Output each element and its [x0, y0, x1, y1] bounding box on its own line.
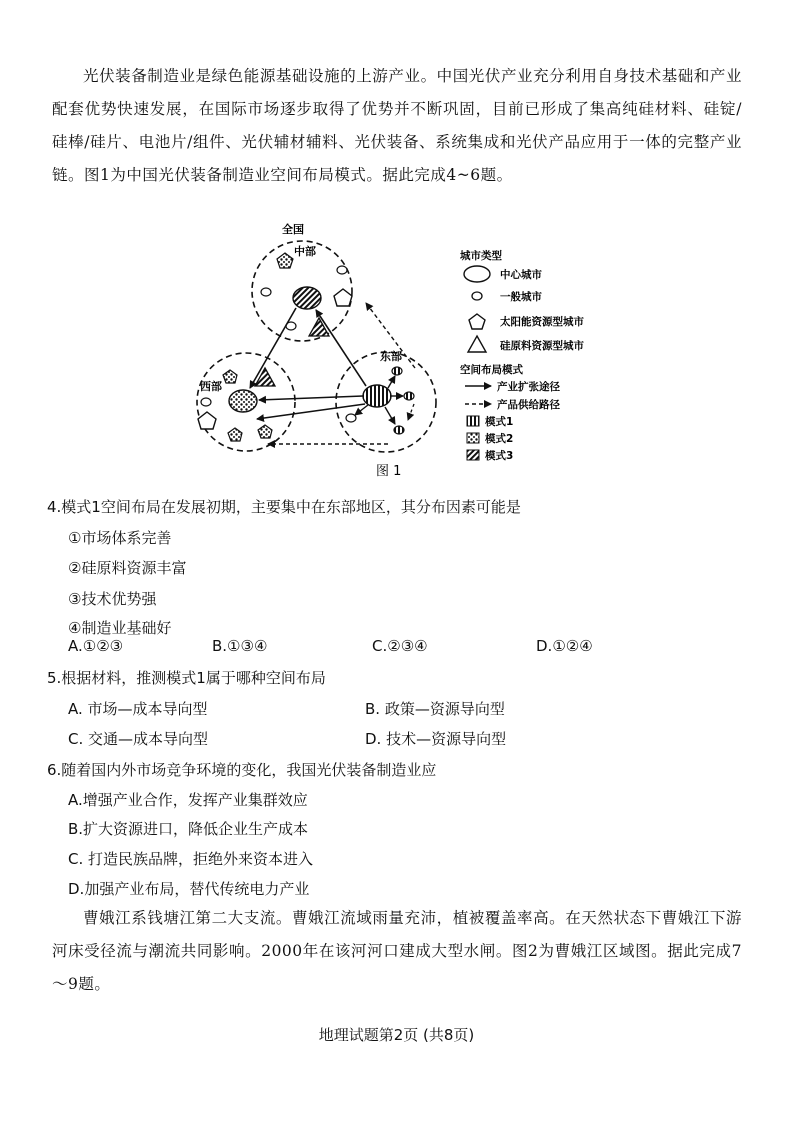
central-general-city-2 [337, 266, 347, 274]
q6-option-c: C. 打造民族品牌，拒绝外来资本进入 [68, 850, 314, 868]
legend-mode3-swatch [467, 450, 479, 460]
caoe-river-passage: 曹娥江系钱塘江第二大支流。曹娥江流域雨量充沛，植被覆盖率高。在天然状态下曹娥江下游河床受径流与潮流共同影响。2000年在该河河口建成大型水闸。图2为曹娥江区域图。据此完成7～9题。 [52, 909, 742, 993]
legend-center-city-symbol [464, 266, 490, 282]
path-center-to-east-3 [355, 405, 368, 415]
q4-option-d: D.①②④ [536, 637, 593, 655]
q4-item-4: ④制造业基础好 [68, 619, 172, 637]
q4-item-3: ③技术优势强 [68, 590, 157, 608]
legend-silicon-city-symbol [468, 336, 486, 352]
legend-supply-path: 产品供给路径 [497, 399, 560, 411]
q5-option-c: C. 交通—成本导向型 [68, 730, 209, 748]
q4-option-c: C.②③④ [372, 637, 428, 655]
supply-east-internal [408, 404, 414, 420]
eastern-general-city-3 [346, 414, 356, 422]
legend-mode3: 模式3 [485, 450, 514, 462]
central-solar-city [277, 253, 293, 268]
legend-general-city: 一般城市 [500, 291, 542, 303]
legend-mode1-swatch [467, 416, 479, 426]
legend-silicon-city: 硅原料资源型城市 [500, 340, 584, 352]
intro-passage: 光伏装备制造业是绿色能源基础设施的上游产业。中国光伏产业充分利用自身技术基础和产业配套优势快速发展，在国际市场逐步取得了优势并不断巩固，目前已形成了集高纯硅材料、硅锭/硅棒/硅片、电池片/组件、光伏辅材辅料、光伏装备、系统集成和光伏产品应用于一体的完整产业链。图1为中国光伏装备制造业空间布局模式。据此完成4~6题。 [52, 67, 742, 184]
figure-1-diagram [190, 218, 610, 480]
eastern-center-city [363, 385, 391, 407]
legend-mode2-swatch [467, 433, 479, 443]
legend-general-city-symbol [472, 292, 482, 300]
path-east-to-west [259, 396, 363, 400]
western-solar-city-1 [223, 370, 237, 383]
label-national: 全国 [282, 223, 304, 236]
figure-caption: 图 1 [376, 464, 402, 479]
q4-item-2: ②硅原料资源丰富 [68, 559, 187, 577]
q4-stem: 4.模式1空间布局在发展初期，主要集中在东部地区，其分布因素可能是 [47, 498, 521, 516]
q6-option-d: D.加强产业布局，替代传统电力产业 [68, 880, 310, 898]
figure-legend [460, 249, 584, 462]
legend-mode1: 模式1 [485, 416, 514, 428]
central-solar-city-2 [334, 289, 352, 306]
legend-center-city: 中心城市 [500, 269, 542, 281]
legend-solar-city-symbol [469, 314, 485, 329]
legend-industry-path: 产业扩张途径 [497, 381, 560, 393]
label-central: 中部 [294, 245, 316, 258]
eastern-general-city-4 [394, 426, 404, 434]
label-eastern: 东部 [380, 350, 402, 363]
q4-option-b: B.①③④ [212, 637, 268, 655]
path-center-to-east-4 [385, 407, 395, 424]
legend-mode-title: 空间布局模式 [460, 364, 523, 376]
central-general-city-1 [261, 288, 271, 296]
western-solar-city-3 [228, 428, 242, 441]
legend-mode2: 模式2 [485, 433, 514, 445]
western-solar-city-4 [258, 425, 272, 438]
central-center-city [293, 287, 321, 309]
path-center-to-east-1 [388, 376, 395, 388]
page-footer: 地理试题第2页 (共8页) [318, 1026, 475, 1044]
path-central-to-west [250, 308, 296, 388]
q5-option-a: A. 市场—成本导向型 [68, 700, 208, 718]
q6-option-a: A.增强产业合作，发挥产业集群效应 [68, 791, 308, 809]
label-western: 西部 [200, 380, 222, 393]
legend-solar-city: 太阳能资源型城市 [500, 316, 584, 328]
q5-option-d: D. 技术—资源导向型 [365, 730, 507, 748]
q6-stem: 6.随着国内外市场竞争环境的变化，我国光伏装备制造业应 [47, 761, 437, 779]
legend-city-type-title: 城市类型 [460, 250, 502, 262]
central-silicon-city [309, 318, 329, 336]
q5-option-b: B. 政策—资源导向型 [365, 700, 505, 718]
eastern-general-city-2 [404, 392, 414, 400]
western-center-city [229, 390, 257, 412]
q4-option-a: A.①②③ [68, 637, 124, 655]
q6-option-b: B.扩大资源进口，降低企业生产成本 [68, 820, 309, 838]
western-silicon-city [255, 368, 275, 386]
western-solar-city-2 [198, 412, 216, 429]
western-general-city [201, 398, 211, 406]
eastern-general-city-1 [392, 367, 402, 375]
q5-stem: 5.根据材料，推测模式1属于哪种空间布局 [47, 669, 326, 687]
q4-item-1: ①市场体系完善 [68, 529, 172, 547]
